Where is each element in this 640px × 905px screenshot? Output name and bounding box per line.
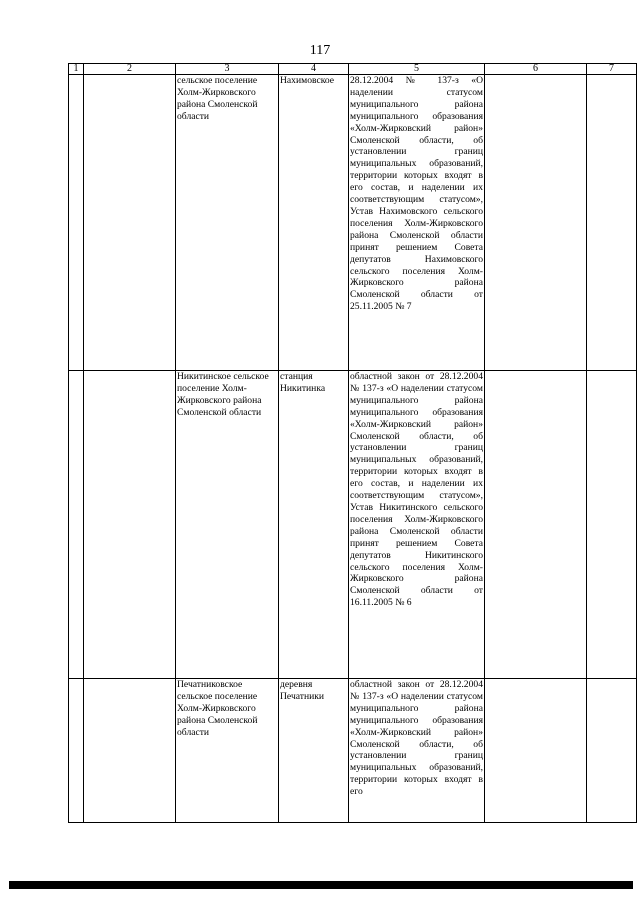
table-row [69,679,637,823]
cell-municipality: сельское поселение Холм-Жирковского района Смоленской области [176,75,279,371]
cell-legal-basis: областной закон от 28.12.2004 № 137-з «О наделении статусом муниципального района муниципального образования «Холм-Жирковский район» Смоленской области, об установлении границ муниципальных образований, территории которых входят в его состав, и наделении их соответствующим статусом», Устав Никитинского сельского поселения Холм-Жирковского района Смоленской области принят решением Совета депутатов Никитинского сельского поселения Холм-Жирковского района Смоленской области от 16.11.2005 № 6 [349,371,485,679]
cell-col2 [84,371,176,679]
cell-col7 [587,679,637,823]
column-header-6: 6 [485,64,587,75]
table-row [69,75,637,371]
cell-col6 [485,679,587,823]
column-header-7: 7 [587,64,637,75]
cell-center: деревня Печатники [279,679,349,823]
cell-col6 [485,75,587,371]
cell-col1 [69,371,84,679]
column-header-3: 3 [176,64,279,75]
column-header-4: 4 [279,64,349,75]
cell-col2 [84,679,176,823]
cell-col1 [69,679,84,823]
header-row [69,64,637,75]
page-number: 117 [309,43,331,58]
cell-col6 [485,371,587,679]
cell-col7 [587,75,637,371]
cell-col2 [84,75,176,371]
cell-col1 [69,75,84,371]
scan-edge-bar [9,881,633,889]
cell-center: Нахимовское [279,75,349,371]
cell-legal-basis: областной закон от 28.12.2004 № 137-з «О наделении статусом муниципального района муниципального образования «Холм-Жирковский район» Смоленской области, об установлении границ муниципальных образований, территории которых входят в его [349,679,485,823]
column-header-2: 2 [84,64,176,75]
cell-legal-basis: 28.12.2004 № 137-з «О наделении статусом муниципального района муниципального образования «Холм-Жирковский район» Смоленской области, об установлении границ муниципальных образований, территории которых входят в его состав, и наделении их соответствующим статусом», Устав Нахимовского сельского поселения Холм-Жирковского района Смоленской области принят решением Совета депутатов Нахимовского сельского поселения Холм-Жирковского района Смоленской области от 25.11.2005 № 7 [349,75,485,371]
column-header-5: 5 [349,64,485,75]
cell-center: станция Никитинка [279,371,349,679]
column-header-1: 1 [69,64,84,75]
table-row [69,371,637,679]
cell-municipality: Печатниковское сельское поселение Холм-Жирковского района Смоленской области [176,679,279,823]
cell-col7 [587,371,637,679]
cell-municipality: Никитинское сельское поселение Холм-Жирковского района Смоленской области [176,371,279,679]
municipalities-table [68,63,637,823]
